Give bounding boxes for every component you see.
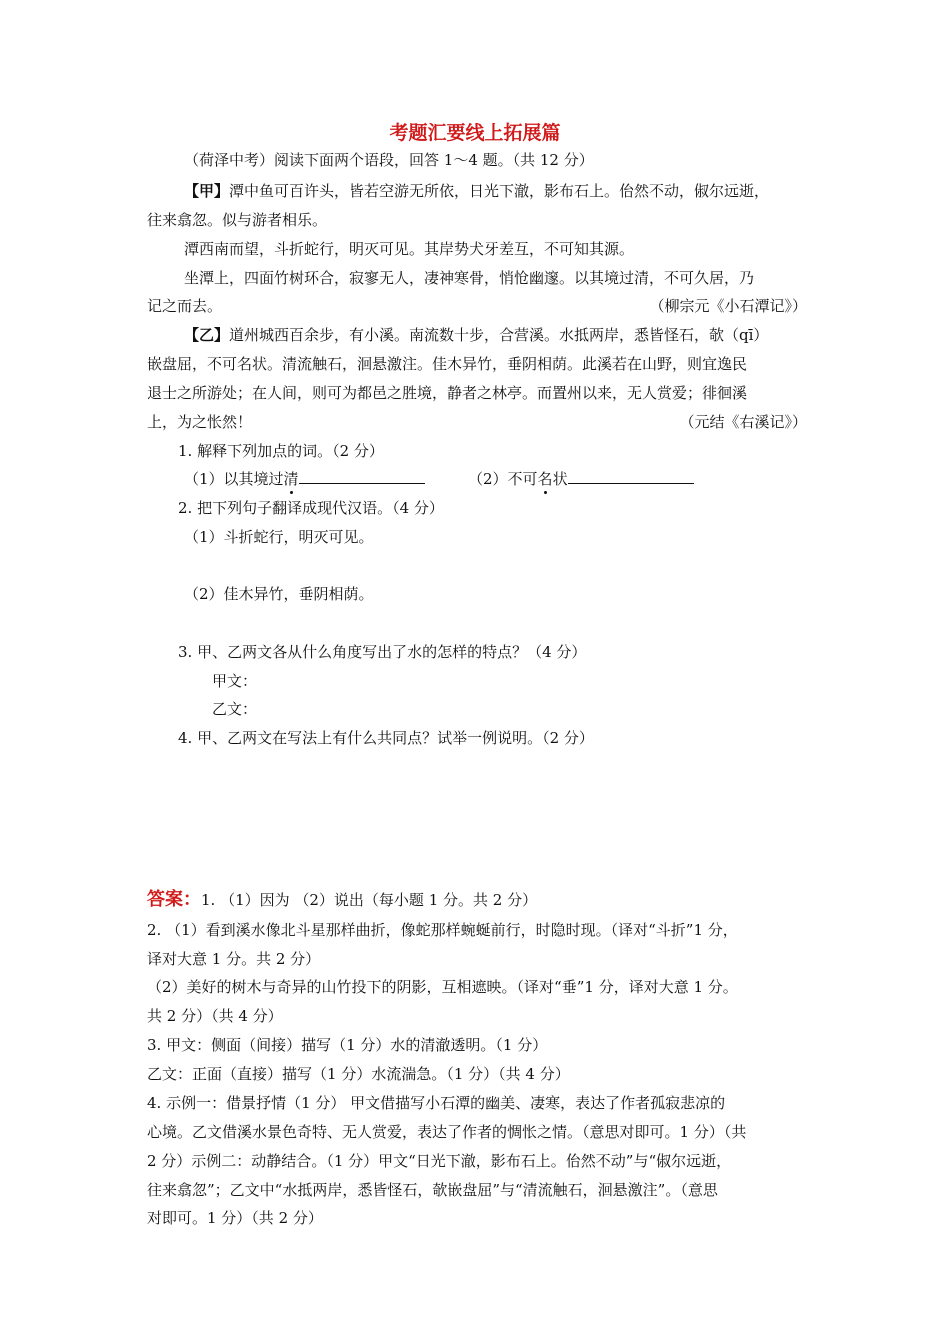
- passage-yi-tag: 【乙】: [184, 326, 230, 344]
- answer-label: 答案：: [147, 889, 201, 910]
- question-1-item-1: （1）以其境过清: [184, 469, 425, 489]
- passage-jia-line-2: 往来翕忽。似与游者相乐。: [147, 211, 328, 229]
- question-1: 1. 解释下列加点的词。（2 分）: [178, 442, 384, 460]
- passage-yi-line-2: 嵌盘屈，不可名状。清流触石，洄悬激注。佳木异竹，垂阴相荫。此溪若在山野，则宜逸民: [147, 355, 748, 373]
- answer-2-line-2: 译对大意 1 分。共 2 分）: [147, 950, 321, 968]
- passage-yi-line-4: 上，为之怅然！: [147, 413, 253, 431]
- answer-4-line-2: 心境。乙文借溪水景色奇特、无人赏爱，表达了作者的惆怅之情。（意思对即可。1 分）（共: [147, 1123, 747, 1141]
- answer-blank-2[interactable]: [568, 469, 694, 484]
- answer-2-line-3: （2）美好的树木与奇异的山竹投下的阴影，互相遮映。（译对“垂”1 分，译对大意 1 分。: [147, 978, 738, 996]
- answer-2-line-1: 2. （1）看到溪水像北斗星那样曲折，像蛇那样蜿蜒前行，时隐时现。（译对“斗折”1 分，: [147, 921, 738, 939]
- passage-jia-line-3: 潭西南而望，斗折蛇行，明灭可见。其岸势犬牙差互，不可知其源。: [184, 240, 635, 258]
- answer-4-line-3: 2 分）示例二：动静结合。（1 分）甲文“日光下澈，影布石上。佁然不动”与“俶尔远逝，: [147, 1152, 732, 1170]
- answer-4-line-1: 4. 示例一：借景抒情（1 分） 甲文借描写小石潭的幽美、凄寒，表达了作者孤寂悲凉的: [147, 1094, 726, 1112]
- passage-jia-line-1: [184, 181, 769, 201]
- passage-jia-line-5: 记之而去。: [147, 297, 223, 315]
- dotted-word: 清: [283, 470, 299, 488]
- dotted-word: 名: [537, 470, 553, 488]
- answer-4-line-4: 往来翕忽”；乙文中“水抵两岸，悉皆怪石，欹嵌盘屈”与“清流触石，洄悬激注”。（意思: [147, 1181, 718, 1199]
- answer-3-line-1: 3. 甲文：侧面（间接）描写（1 分）水的清澈透明。（1 分）: [147, 1036, 548, 1054]
- passage-yi-line-3: 退士之所游处；在人间，则可为都邑之胜境，静者之林亭。而置州以来，无人赏爱；徘徊溪: [147, 384, 748, 402]
- answer-1: 答案：1. （1）因为 （2）说出（每小题 1 分。共 2 分）: [147, 889, 538, 910]
- passage-jia-source: （柳宗元《小石潭记》）: [649, 297, 807, 315]
- passage-yi-text: 道州城西百余步，有小溪。南流数十步，合营溪。水抵两岸，悉皆怪石，欹（qī）: [229, 326, 769, 344]
- question-2-item-1: （1）斗折蛇行，明灭可见。: [184, 528, 374, 546]
- answer-blank-1[interactable]: [299, 469, 425, 484]
- passage-jia-text: 潭中鱼可百许头，皆若空游无所依，日光下澈，影布石上。佁然不动，俶尔远逝，: [229, 182, 770, 200]
- answer-3-line-2: 乙文：正面（直接）描写（1 分）水流湍急。（1 分）（共 4 分）: [147, 1065, 570, 1083]
- passage-yi-line-1: [184, 325, 768, 345]
- question-3-jia: 甲文：: [212, 672, 258, 690]
- question-2: 2. 把下列句子翻译成现代汉语。（4 分）: [178, 499, 444, 517]
- passage-yi-source: （元结《右溪记》）: [679, 413, 807, 431]
- question-1-item-2: （2）不可名状: [468, 469, 694, 489]
- question-3: 3. 甲、乙两文各从什么角度写出了水的怎样的特点？（4 分）: [178, 643, 587, 661]
- intro-text: （荷泽中考）阅读下面两个语段，回答 1～4 题。（共 12 分）: [184, 151, 594, 169]
- answer-4-line-5: 对即可。1 分）（共 2 分）: [147, 1209, 323, 1227]
- question-3-yi: 乙文：: [212, 700, 258, 718]
- passage-jia-tag: 【甲】: [184, 182, 230, 200]
- question-2-item-2: （2）佳木异竹，垂阴相荫。: [184, 585, 374, 603]
- question-4: 4. 甲、乙两文在写法上有什么共同点？试举一例说明。（2 分）: [178, 729, 594, 747]
- page-title: 考题汇要线上拓展篇: [389, 122, 561, 144]
- answer-2-line-4: 共 2 分）（共 4 分）: [147, 1007, 283, 1025]
- passage-jia-line-4: 坐潭上，四面竹树环合，寂寥无人，凄神寒骨，悄怆幽邃。以其境过清，不可久居，乃: [184, 269, 755, 287]
